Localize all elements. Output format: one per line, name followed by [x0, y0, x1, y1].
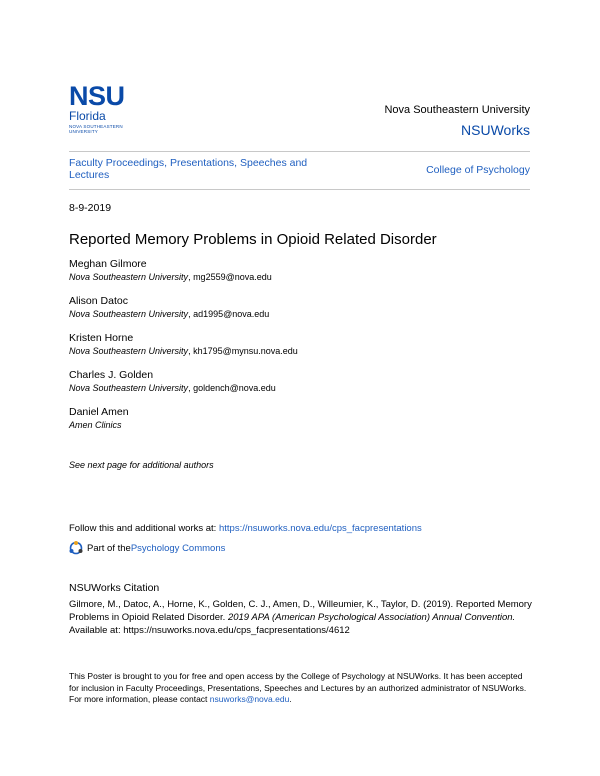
- publication-date: 8-9-2019: [69, 202, 112, 214]
- follow-line: [69, 523, 422, 534]
- follow-prefix: Follow this and additional works at:: [69, 523, 219, 534]
- affiliation-name: Nova Southeastern University: [69, 346, 189, 356]
- affiliation-name: Nova Southeastern University: [69, 383, 189, 393]
- affiliation-name: Nova Southeastern University: [69, 309, 189, 319]
- part-of-prefix: Part of the: [87, 542, 131, 554]
- commons-network-icon: [69, 541, 83, 555]
- author-entry: [69, 295, 298, 320]
- author-entry: [69, 258, 298, 283]
- divider: [69, 189, 530, 190]
- author-email: , ad1995@nova.edu: [188, 309, 270, 319]
- nsu-florida-logo[interactable]: [69, 83, 139, 134]
- author-name: Alison Datoc: [69, 295, 128, 307]
- available-prefix: Available at:: [69, 625, 124, 636]
- psychology-commons-link[interactable]: Psychology Commons: [130, 542, 226, 554]
- university-name: Nova Southeastern University: [384, 104, 530, 116]
- author-name: Kristen Horne: [69, 332, 134, 344]
- author-list: [69, 258, 298, 443]
- author-entry: [69, 332, 298, 357]
- collection-url-link[interactable]: https://nsuworks.nova.edu/cps_facpresentations: [218, 523, 422, 534]
- affiliation-name: Amen Clinics: [69, 420, 122, 430]
- author-affiliation: [69, 308, 298, 320]
- part-of-line: [69, 541, 225, 555]
- citation-text: [69, 598, 534, 637]
- author-email: , mg2559@nova.edu: [188, 272, 272, 282]
- author-entry: [69, 369, 298, 394]
- author-name: Meghan Gilmore: [69, 258, 147, 270]
- footer-text: This Poster is brought to you for free and open access by the College of Psychology at NSUWorks. It has been accepted for inclusion in Faculty Proceedings, Presentations, Speeches and Lectures by an authorized administrator of NSUWorks. For more information, please contact: [69, 671, 527, 704]
- college-of-psychology-link[interactable]: College of Psychology: [426, 164, 530, 176]
- available-url[interactable]: https://nsuworks.nova.edu/cps_facpresentations/4612: [123, 625, 350, 636]
- faculty-proceedings-link[interactable]: Faculty Proceedings, Presentations, Speeches and Lectures: [69, 157, 308, 181]
- citation-venue: 2019 APA (American Psychological Association) Annual Convention.: [227, 612, 516, 623]
- author-name: Charles J. Golden: [69, 369, 154, 381]
- author-email: , goldench@nova.edu: [188, 383, 276, 393]
- author-affiliation: [69, 382, 298, 394]
- see-next-page-note: See next page for additional authors: [69, 460, 214, 470]
- contact-email-link[interactable]: nsuworks@nova.edu: [209, 694, 290, 704]
- author-email: , kh1795@mynsu.nova.edu: [188, 346, 298, 356]
- logo-tagline: NOVA SOUTHEASTERN UNIVERSITY: [69, 124, 123, 134]
- author-name: Daniel Amen: [69, 406, 129, 418]
- divider: [69, 151, 530, 152]
- citation-body: Gilmore, M., Datoc, A., Horne, K., Golden, C. J., Amen, D., Willeumier, K., Taylor, D. (2019). Reported Memory Problems in Opioid Related Disorder.: [69, 599, 532, 623]
- author-entry: [69, 406, 298, 431]
- document-title: Reported Memory Problems in Opioid Related Disorder: [69, 231, 437, 248]
- affiliation-name: Nova Southeastern University: [69, 272, 189, 282]
- nsuworks-link[interactable]: NSUWorks: [461, 122, 530, 138]
- logo-florida-text: Florida: [69, 109, 106, 123]
- logo-nsu-text: NSU: [69, 81, 125, 111]
- citation-heading: NSUWorks Citation: [69, 582, 160, 594]
- access-footer: [69, 671, 534, 706]
- author-affiliation: [69, 271, 298, 283]
- author-affiliation: [69, 419, 298, 431]
- footer-end: .: [289, 694, 292, 704]
- author-affiliation: [69, 345, 298, 357]
